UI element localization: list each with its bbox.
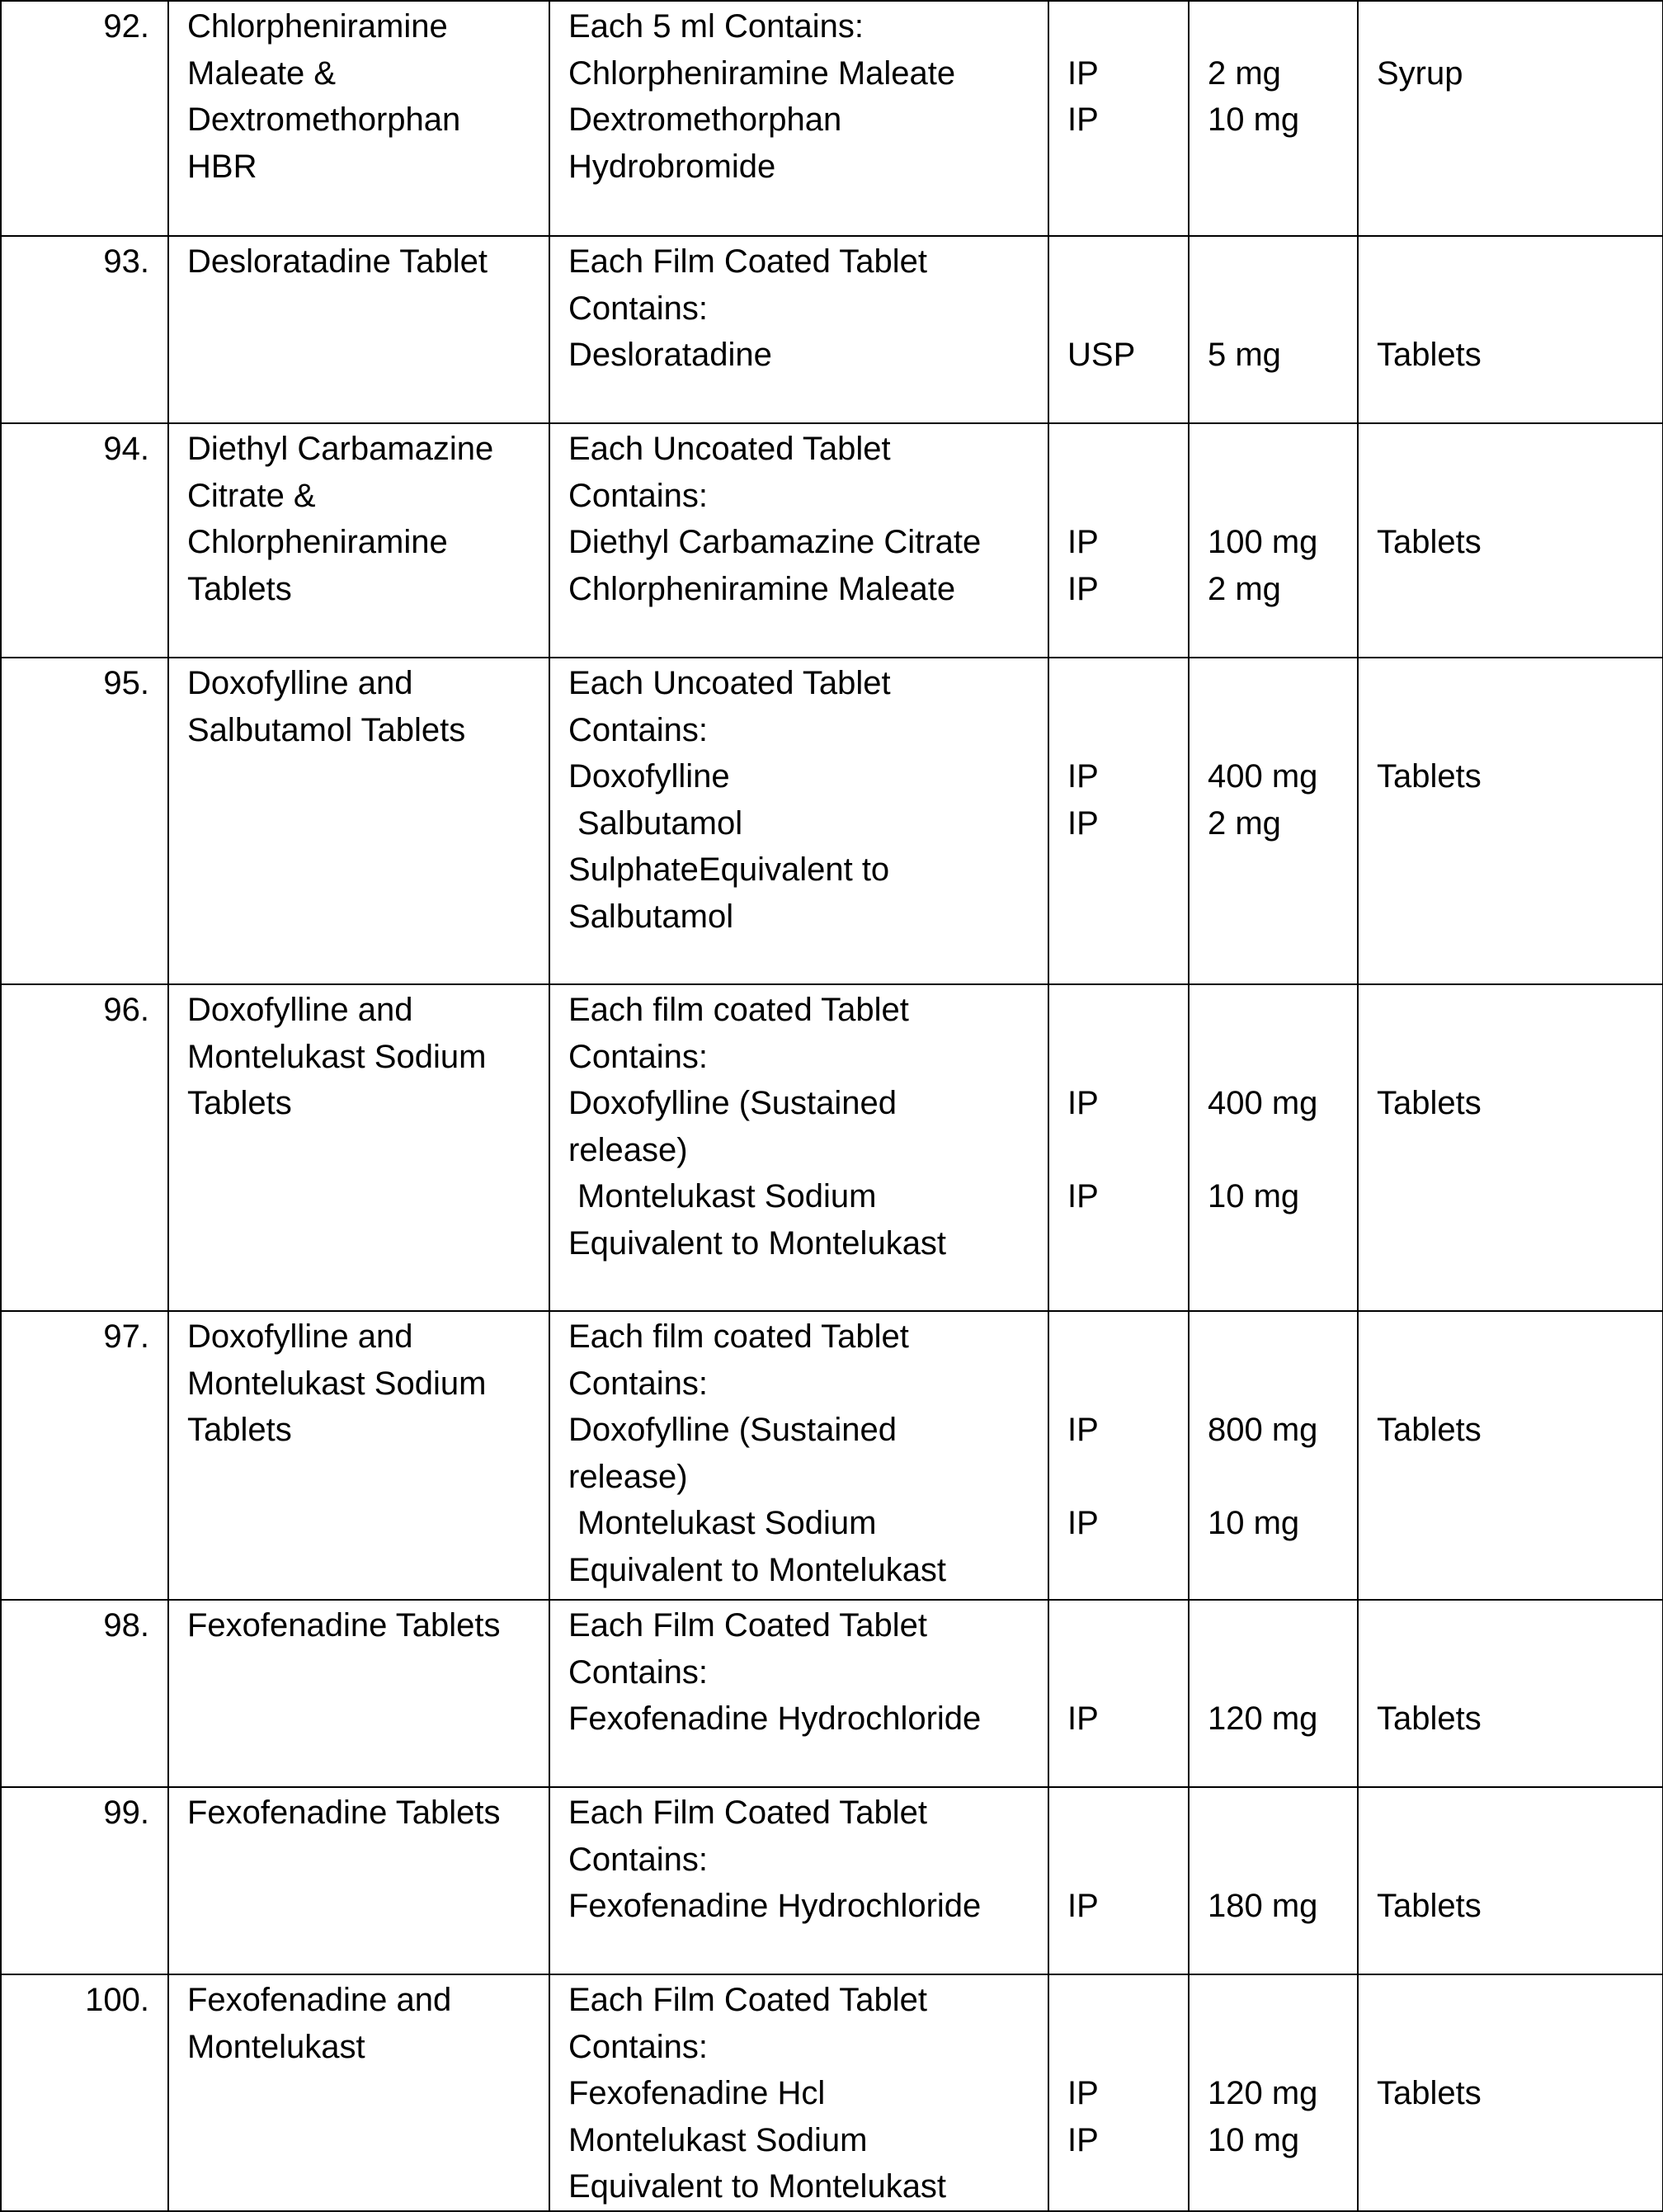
- strength-cell: 400 mg 10 mg: [1189, 984, 1358, 1311]
- dosage-form-cell: Tablets: [1358, 1787, 1663, 1974]
- drug-name-cell: Diethyl Carbamazine Citrate & Chlorpheniramine Tablets: [168, 423, 549, 658]
- table-row: [1, 423, 1663, 658]
- table-row: [1, 1787, 1663, 1974]
- composition-cell: Each Film Coated Tablet Contains: Fexofenadine Hcl Montelukast Sodium Equivalent to Montelukast: [549, 1974, 1048, 2211]
- serial-number-cell: 92.: [1, 1, 168, 236]
- standard-cell: IP: [1048, 1600, 1189, 1787]
- standard-cell: IP IP: [1048, 423, 1189, 658]
- table-row: [1, 1974, 1663, 2211]
- standard-cell: IP IP: [1048, 984, 1189, 1311]
- serial-number-cell: 95.: [1, 658, 168, 984]
- dosage-form-cell: Tablets: [1358, 236, 1663, 423]
- table-row: [1, 1, 1663, 236]
- composition-cell: Each Film Coated Tablet Contains: Fexofenadine Hydrochloride: [549, 1600, 1048, 1787]
- dosage-form-cell: Tablets: [1358, 1600, 1663, 1787]
- dosage-form-cell: Syrup: [1358, 1, 1663, 236]
- serial-number-cell: 100.: [1, 1974, 168, 2211]
- drug-name-cell: Desloratadine Tablet: [168, 236, 549, 423]
- dosage-form-cell: Tablets: [1358, 1974, 1663, 2211]
- strength-cell: 5 mg: [1189, 236, 1358, 423]
- drug-name-cell: Fexofenadine and Montelukast: [168, 1974, 549, 2211]
- serial-number-cell: 98.: [1, 1600, 168, 1787]
- strength-cell: 180 mg: [1189, 1787, 1358, 1974]
- drug-name-cell: Doxofylline and Montelukast Sodium Tablets: [168, 984, 549, 1311]
- table-row: [1, 1600, 1663, 1787]
- strength-cell: 100 mg 2 mg: [1189, 423, 1358, 658]
- drug-name-cell: Doxofylline and Montelukast Sodium Tablets: [168, 1311, 549, 1600]
- serial-number-cell: 97.: [1, 1311, 168, 1600]
- composition-cell: Each Uncoated Tablet Contains: Diethyl Carbamazine Citrate Chlorpheniramine Maleate: [549, 423, 1048, 658]
- standard-cell: IP IP: [1048, 1311, 1189, 1600]
- standard-cell: IP: [1048, 1787, 1189, 1974]
- composition-cell: Each film coated Tablet Contains: Doxofylline (Sustained release) Montelukast Sodium Equivalent to Montelukast: [549, 984, 1048, 1311]
- dosage-form-cell: Tablets: [1358, 423, 1663, 658]
- dosage-form-cell: Tablets: [1358, 984, 1663, 1311]
- table-row: [1, 1311, 1663, 1600]
- table-row: [1, 984, 1663, 1311]
- drug-name-cell: Chlorpheniramine Maleate & Dextromethorphan HBR: [168, 1, 549, 236]
- composition-cell: Each Film Coated Tablet Contains: Fexofenadine Hydrochloride: [549, 1787, 1048, 1974]
- dosage-form-cell: Tablets: [1358, 658, 1663, 984]
- serial-number-cell: 94.: [1, 423, 168, 658]
- composition-cell: Each Uncoated Tablet Contains: Doxofylline Salbutamol SulphateEquivalent to Salbutamol: [549, 658, 1048, 984]
- serial-number-cell: 99.: [1, 1787, 168, 1974]
- standard-cell: IP IP: [1048, 658, 1189, 984]
- drug-name-cell: Fexofenadine Tablets: [168, 1787, 549, 1974]
- strength-cell: 2 mg 10 mg: [1189, 1, 1358, 236]
- strength-cell: 800 mg 10 mg: [1189, 1311, 1358, 1600]
- strength-cell: 120 mg 10 mg: [1189, 1974, 1358, 2211]
- drug-name-cell: Fexofenadine Tablets: [168, 1600, 549, 1787]
- standard-cell: IP IP: [1048, 1974, 1189, 2211]
- composition-cell: Each Film Coated Tablet Contains: Desloratadine: [549, 236, 1048, 423]
- table-row: [1, 236, 1663, 423]
- serial-number-cell: 96.: [1, 984, 168, 1311]
- table-row: [1, 658, 1663, 984]
- composition-cell: Each film coated Tablet Contains: Doxofylline (Sustained release) Montelukast Sodium Equivalent to Montelukast: [549, 1311, 1048, 1600]
- drug-name-cell: Doxofylline and Salbutamol Tablets: [168, 658, 549, 984]
- composition-cell: Each 5 ml Contains: Chlorpheniramine Maleate Dextromethorphan Hydrobromide: [549, 1, 1048, 236]
- standard-cell: USP: [1048, 236, 1189, 423]
- standard-cell: IP IP: [1048, 1, 1189, 236]
- strength-cell: 120 mg: [1189, 1600, 1358, 1787]
- serial-number-cell: 93.: [1, 236, 168, 423]
- strength-cell: 400 mg 2 mg: [1189, 658, 1358, 984]
- dosage-form-cell: Tablets: [1358, 1311, 1663, 1600]
